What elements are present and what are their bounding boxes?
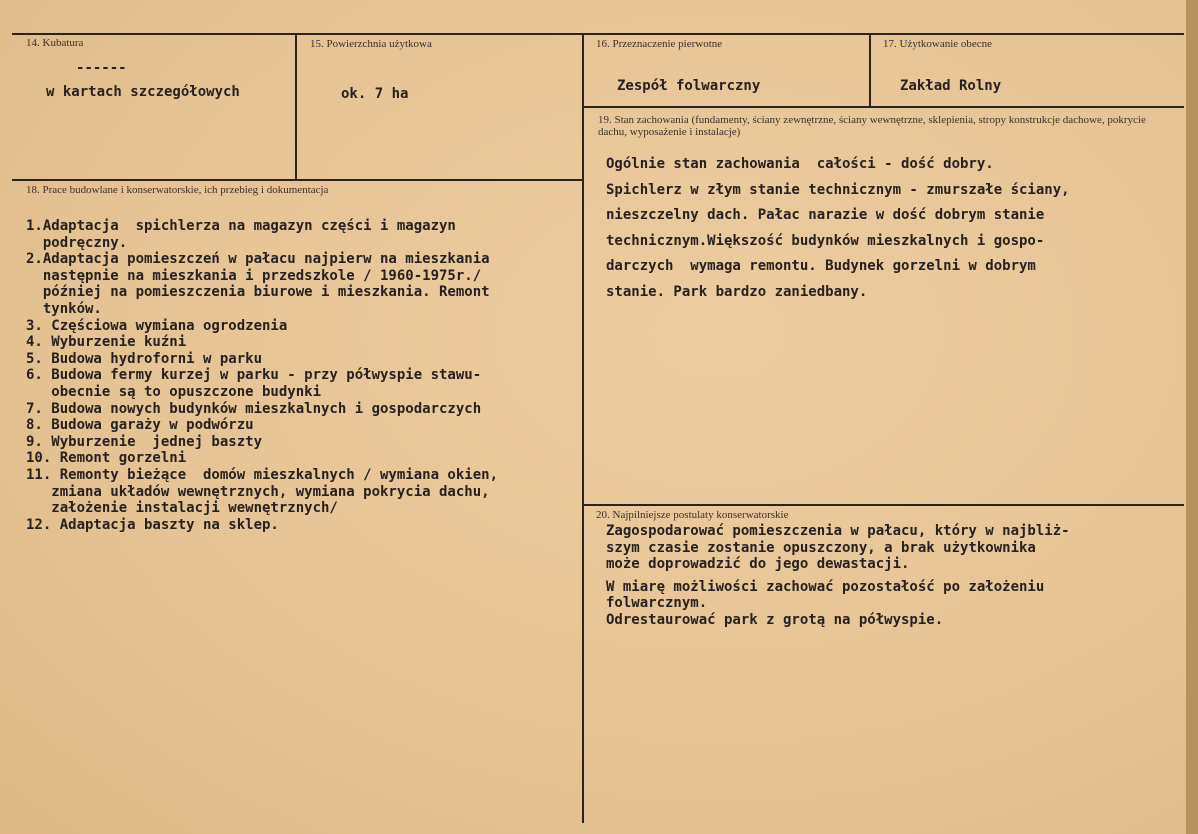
field-17-value: Zakład Rolny <box>900 78 1002 94</box>
text-line: folwarcznym. <box>606 595 708 611</box>
divider-left-mid <box>12 179 584 181</box>
field-20-text <box>606 523 1070 628</box>
field-17-label: 17. Użytkowanie obecne <box>883 38 993 50</box>
field-18-label: 18. Prace budowlane i konserwatorskie, ich przebieg i dokumentacja <box>26 184 329 196</box>
field-15-label: 15. Powierzchnia użytkowa <box>310 38 432 50</box>
text-line: szym czasie zostanie opuszczony, a brak użytkownika <box>606 539 1036 556</box>
list-item: podręczny. <box>26 234 128 251</box>
field-18-list <box>26 218 586 533</box>
field-19-label: 19. Stan zachowania (fundamenty, ściany zewnętrzne, ściany wewnętrzne, sklepienia, stropy konstrukcje dachowe, pokrycie dachu, wyposażenie i instalacje) <box>598 114 1146 138</box>
list-item: 8. Budowa garaży w podwórzu <box>26 417 254 434</box>
top-border-line <box>12 33 1184 35</box>
text-line: Spichlerz w złym stanie technicznym - zmurszałe ściany, <box>606 181 1070 198</box>
divider-15 <box>295 33 297 179</box>
field-19-text <box>606 152 1070 305</box>
list-item: zmiana układów wewnętrznych, wymiana pokrycia dachu, <box>26 483 490 500</box>
list-item: 12. Adaptacja baszty na sklep. <box>26 516 279 533</box>
field-16-label: 16. Przeznaczenie pierwotne <box>596 38 723 50</box>
field-14-value: w kartach szczegółowych <box>46 84 240 100</box>
list-item: obecnie są to opuszczone budynki <box>26 383 322 400</box>
list-item: następnie na mieszkania i przedszkole / 1960-1975r./ <box>26 267 482 284</box>
divider-17 <box>869 33 871 106</box>
list-item: 3. Częściowa wymiana ogrodzenia <box>26 317 288 334</box>
text-line: Odrestaurować park z grotą na półwyspie. <box>606 611 944 628</box>
text-line: technicznym.Większość budynków mieszkalnych i gospo- <box>606 232 1045 249</box>
field-16-value: Zespół folwarczny <box>617 78 761 94</box>
text-line: może doprowadzić do jego dewastacji. <box>606 556 910 572</box>
text-line: W miarę możliwości zachować pozostałość po założeniu <box>606 578 1045 595</box>
divider-right-mid <box>584 504 1184 506</box>
list-item: 10. Remont gorzelni <box>26 450 187 467</box>
field-14-label: 14. Kubatura <box>26 37 84 49</box>
text-line: Zagospodarować pomieszczenia w pałacu, który w najbliż- <box>606 523 1070 539</box>
list-item: 9. Wyburzenie jednej baszty <box>26 433 263 450</box>
card-edge <box>1186 0 1198 834</box>
divider-right-top <box>584 106 1184 108</box>
text-line: Ogólnie stan zachowania całości - dość dobry. <box>606 156 994 172</box>
field-14-dash: ------ <box>76 60 127 76</box>
list-item: 7. Budowa nowych budynków mieszkalnych i gospodarczych <box>26 400 482 417</box>
list-item: 1.Adaptacja spichlerza na magazyn części i magazyn <box>26 218 456 234</box>
list-item: 11. Remonty bieżące domów mieszkalnych / wymiana okien, <box>26 466 499 483</box>
list-item: 6. Budowa fermy kurzej w parku - przy półwyspie stawu- <box>26 367 482 384</box>
list-item: później na pomieszczenia biurowe i mieszkania. Remont <box>26 284 490 301</box>
list-item: 4. Wyburzenie kuźni <box>26 334 187 351</box>
list-item: 5. Budowa hydroforni w parku <box>26 350 263 367</box>
text-line: stanie. Park bardzo zaniedbany. <box>606 283 868 300</box>
text-line: nieszczelny dach. Pałac narazie w dość dobrym stanie <box>606 207 1045 223</box>
field-20-label: 20. Najpilniejsze postulaty konserwatorskie <box>596 509 789 521</box>
text-line: darczych wymaga remontu. Budynek gorzelni w dobrym <box>606 258 1036 274</box>
list-item: założenie instalacji wewnętrznych/ <box>26 500 338 517</box>
list-item: 2.Adaptacja pomieszczeń w pałacu najpierw na mieszkania <box>26 251 490 268</box>
list-item: tynków. <box>26 300 102 317</box>
field-15-value: ok. 7 ha <box>341 86 409 102</box>
